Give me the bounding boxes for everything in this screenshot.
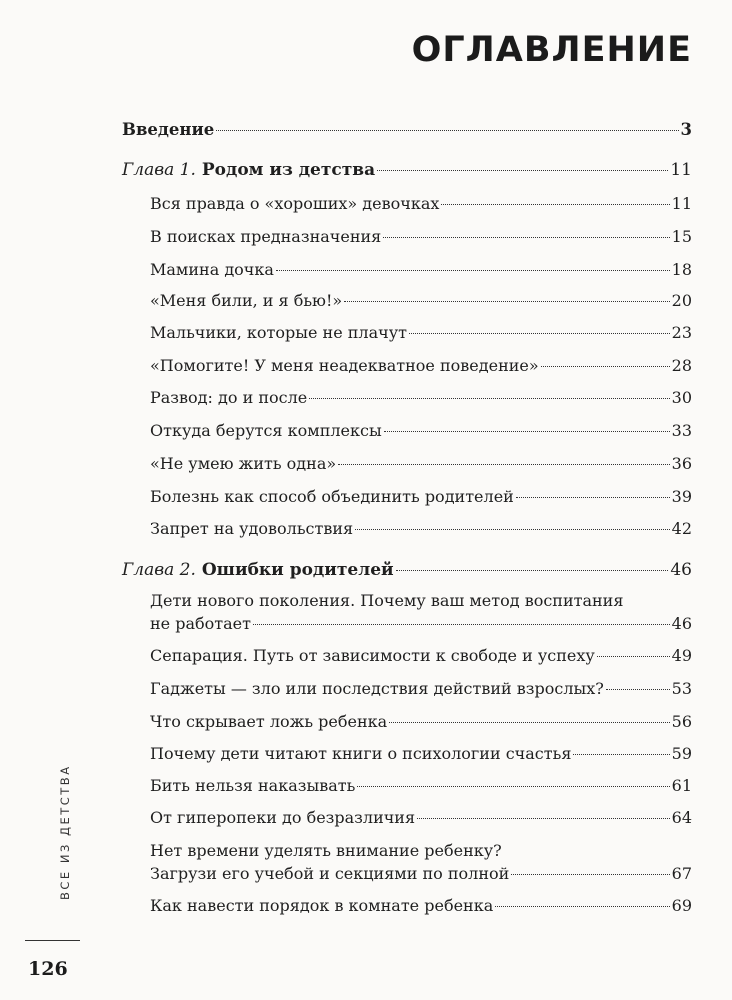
leader-dots — [377, 170, 668, 171]
leader-dots — [511, 874, 669, 875]
toc-entry-intro[interactable]: Введение 3 — [122, 120, 692, 139]
leader-dots — [384, 431, 670, 432]
toc-item[interactable]: Нет времени уделять внимание ребенку? Загрузи его учебой и секциями по полной 67 — [150, 841, 692, 883]
running-head: ВСЕ ИЗ ДЕТСТВА — [58, 764, 72, 900]
leader-dots — [338, 464, 669, 465]
leader-dots — [276, 270, 670, 271]
leader-dots — [516, 497, 670, 498]
toc-chapter-1[interactable]: Глава 1. Родом из детства 11 — [122, 160, 692, 180]
leader-dots — [441, 204, 669, 205]
leader-dots — [253, 624, 670, 625]
leader-dots — [355, 529, 670, 530]
toc-item[interactable]: «Меня били, и я бью!» 20 — [150, 291, 692, 310]
leader-dots — [573, 754, 669, 755]
toc-item[interactable]: Болезнь как способ объединить родителей 39 — [150, 487, 692, 506]
toc-item[interactable]: Бить нельзя наказывать 61 — [150, 776, 692, 795]
toc-item[interactable]: Запрет на удовольствия 42 — [150, 519, 692, 538]
toc-item[interactable]: Что скрывает ложь ребенка 56 — [150, 712, 692, 731]
toc-item[interactable]: Как навести порядок в комнате ребенка 69 — [150, 896, 692, 915]
toc-item[interactable]: Мамина дочка 18 — [150, 260, 692, 279]
toc-item[interactable]: Сепарация. Путь от зависимости к свободе и успеху 49 — [150, 646, 692, 665]
toc-item[interactable]: В поисках предназначения 15 — [150, 227, 692, 246]
page-title: ОГЛАВЛЕНИЕ — [411, 30, 692, 70]
toc-item[interactable]: Откуда берутся комплексы 33 — [150, 421, 692, 440]
toc-item[interactable]: Дети нового поколения. Почему ваш метод воспитания не работает 46 — [150, 591, 692, 633]
toc-item[interactable]: «Не умею жить одна» 36 — [150, 454, 692, 473]
toc-chapter-2[interactable]: Глава 2. Ошибки родителей 46 — [122, 560, 692, 580]
leader-dots — [541, 366, 670, 367]
toc-item[interactable]: От гиперопеки до безразличия 64 — [150, 808, 692, 827]
leader-dots — [409, 333, 670, 334]
leader-dots — [396, 570, 669, 571]
divider — [25, 940, 80, 941]
toc-item[interactable]: «Помогите! У меня неадекватное поведение» 28 — [150, 356, 692, 375]
leader-dots — [216, 130, 678, 131]
leader-dots — [417, 818, 670, 819]
leader-dots — [383, 237, 669, 238]
toc-item[interactable]: Почему дети читают книги о психологии счастья 59 — [150, 744, 692, 763]
toc-item[interactable]: Мальчики, которые не плачут 23 — [150, 323, 692, 342]
leader-dots — [309, 398, 669, 399]
toc-item[interactable]: Гаджеты — зло или последствия действий взрослых? 53 — [150, 679, 692, 698]
leader-dots — [606, 689, 670, 690]
leader-dots — [389, 722, 669, 723]
leader-dots — [357, 786, 669, 787]
leader-dots — [597, 656, 670, 657]
leader-dots — [344, 301, 669, 302]
toc-item[interactable]: Вся правда о «хороших» девочках 11 — [150, 194, 692, 213]
leader-dots — [495, 906, 669, 907]
toc-item[interactable]: Развод: до и после 30 — [150, 388, 692, 407]
page-number: 126 — [28, 958, 68, 980]
